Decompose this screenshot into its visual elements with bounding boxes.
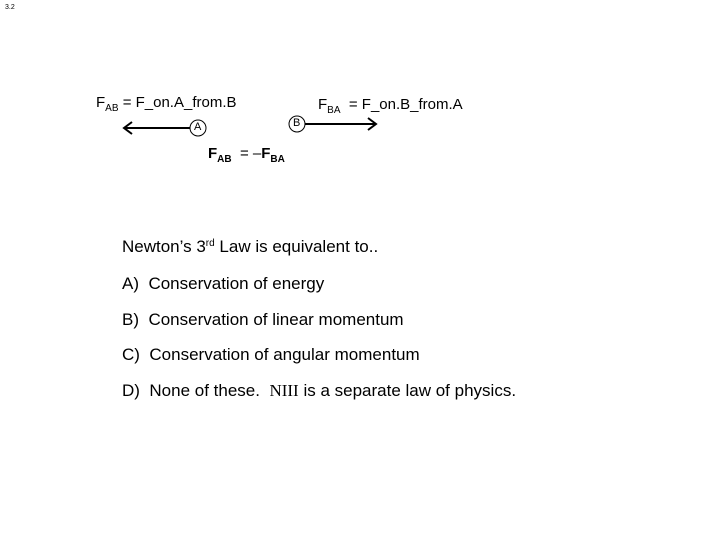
question-pre: Newton’s 3	[122, 237, 206, 256]
relation-rhs-symbol: F	[261, 145, 271, 162]
option-d-letter: D)	[122, 381, 140, 400]
option-b-letter: B)	[122, 310, 139, 329]
option-b-text: Conservation of linear momentum	[148, 310, 404, 329]
option-d-tail: is a separate law of physics.	[303, 381, 517, 400]
force-ab-symbol: F	[96, 94, 106, 111]
question-stem	[122, 237, 378, 257]
option-c-letter: C)	[122, 345, 140, 364]
force-ab-subscript: AB	[105, 103, 119, 114]
relation-lhs-symbol: F	[208, 145, 218, 162]
option-a-text: Conservation of energy	[148, 274, 325, 293]
question-superscript: rd	[205, 238, 215, 249]
option-d[interactable]	[122, 381, 516, 401]
relation-operator: = –	[239, 145, 262, 162]
force-ab-label	[96, 94, 237, 114]
point-a-label: A	[194, 121, 202, 133]
force-ba-label	[318, 96, 463, 116]
option-c-text: Conservation of angular momentum	[149, 345, 420, 364]
point-b-label: B	[293, 117, 301, 129]
option-b[interactable]	[122, 310, 404, 330]
force-ba-equation: = F_on.B_from.A	[348, 96, 463, 113]
relation-rhs-subscript: BA	[270, 154, 285, 165]
option-a[interactable]	[122, 274, 324, 294]
force-relation	[208, 145, 285, 165]
option-a-letter: A)	[122, 274, 139, 293]
force-ab-equation: = F_on.A_from.B	[122, 94, 237, 111]
question-post: Law is equivalent to..	[214, 237, 379, 256]
force-ba-subscript: BA	[327, 105, 341, 116]
option-d-text: None of these.	[149, 381, 260, 400]
option-d-serif: NIII	[269, 381, 299, 400]
relation-lhs-subscript: AB	[217, 154, 232, 165]
force-ba-symbol: F	[318, 96, 328, 113]
option-c[interactable]	[122, 345, 420, 365]
slide-number: 3.2	[5, 4, 15, 11]
